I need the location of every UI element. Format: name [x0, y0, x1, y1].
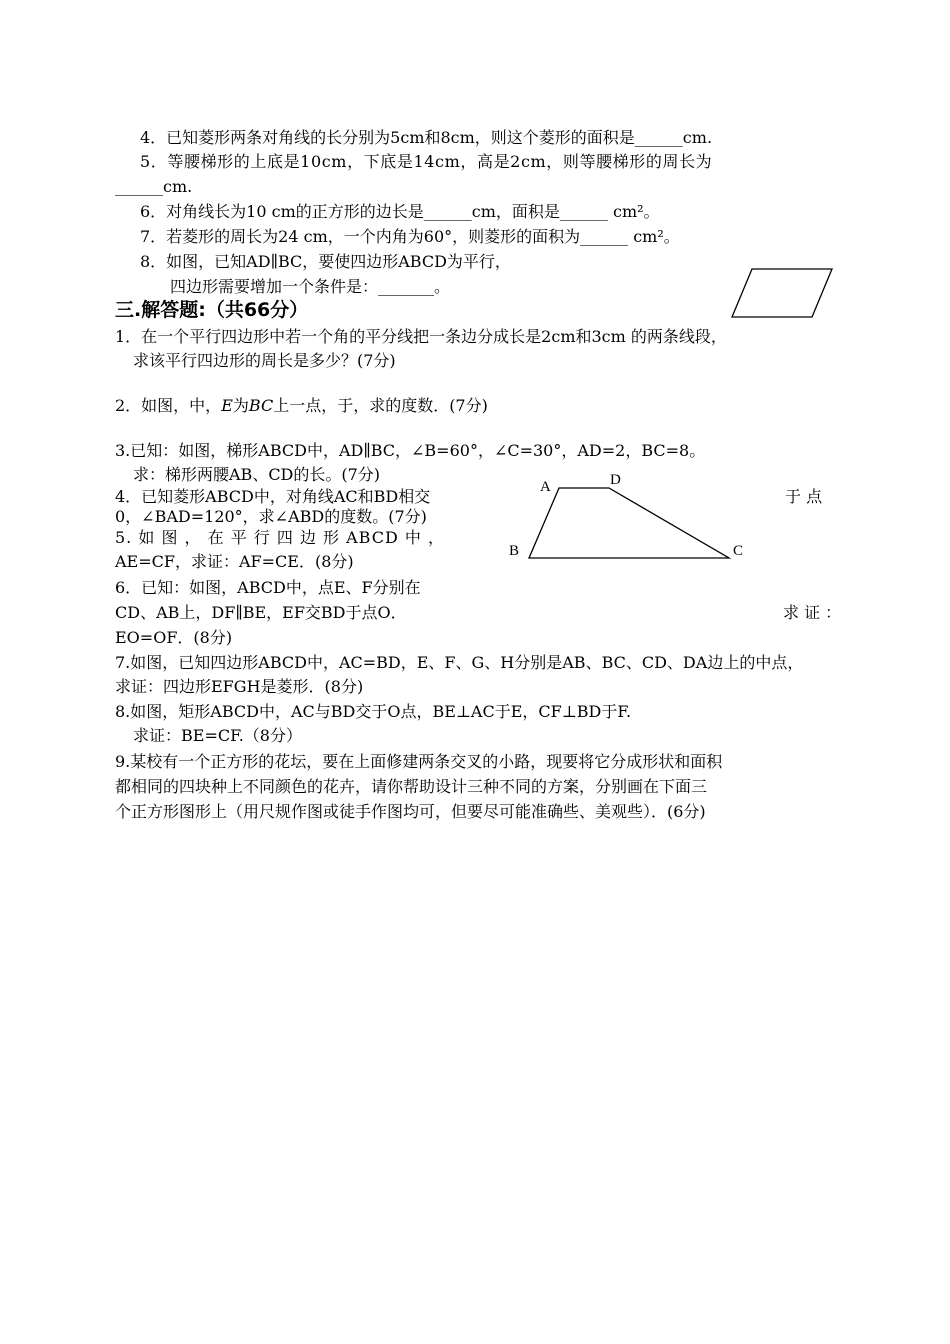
problem-1: 1．在一个平行四边形中若一个角的平分线把一条边分成长是2cm和3cm 的两条线段， [115, 327, 727, 346]
problem-6-right: 求 证 ： [783, 603, 842, 622]
problem-4: 4．已知菱形ABCD中，对角线AC和BD相交 [115, 487, 431, 506]
problem-6-continued: CD、AB上，DF∥BE，EF交BD于点O． [115, 603, 407, 622]
vertex-label-c: C [733, 543, 744, 559]
problem-2-text: 为 [232, 396, 249, 415]
problem-9: 9.某校有一个正方形的花坛，要在上面修建两条交叉的小路，现要将它分成形状和面积 [115, 752, 723, 771]
problem-8: 8.如图，矩形ABCD中，AC与BD交于O点，BE⊥AC于E，CF⊥BD于F. [115, 702, 632, 721]
problem-1-continued: 求该平行四边形的周长是多少？(7分) [133, 351, 396, 370]
problem-2-text: 2．如图，中， [115, 396, 222, 415]
problem-5: 5. 如 图 ， 在 平 行 四 边 形 ABCD 中 ， [115, 528, 445, 547]
problem-6-continued-2: EO=OF．(8分) [115, 628, 233, 647]
segment-bc-label: BC [248, 396, 274, 415]
problem-6: 6．已知：如图，ABCD中，点E、F分别在 [115, 578, 421, 597]
vertex-label-a: A [540, 479, 551, 495]
fill-question-6: 6．对角线长为10 cm的正方形的边长是______cm，面积是______ cm²。 [140, 202, 660, 221]
trapezoid-shape [529, 488, 729, 558]
fill-question-5-continued: ______cm. [115, 177, 193, 196]
problem-8-continued: 求证：BE=CF.（8分） [133, 726, 302, 745]
problem-2-text: 上一点，于，求的度数．(7分) [273, 396, 488, 415]
problem-4-continued: 0，∠BAD=120°，求∠ABD的度数。(7分) [115, 507, 427, 526]
problem-2 [115, 395, 488, 417]
problem-7: 7.如图，已知四边形ABCD中，AC=BD，E、F、G、H分别是AB、BC、CD、DA边上的中点， [115, 653, 804, 672]
problem-7-continued: 求证：四边形EFGH是菱形．(8分) [115, 677, 364, 696]
problem-9-continued: 都相同的四块种上不同颜色的花卉，请你帮助设计三种不同的方案，分别画在下面三 [115, 777, 708, 796]
fill-question-5: 5．等腰梯形的上底是10cm，下底是14cm，高是2cm，则等腰梯形的周长为 [140, 152, 713, 171]
problem-3-continued: 求：梯形两腰AB、CD的长。(7分) [133, 465, 381, 484]
parallelogram-figure [728, 265, 836, 321]
fill-question-8: 8．如图，已知AD∥BC，要使四边形ABCD为平行， [140, 252, 511, 271]
fill-question-4: 4．已知菱形两条对角线的长分别为5cm和8cm，则这个菱形的面积是______cm. [140, 128, 713, 147]
problem-3: 3.已知：如图，梯形ABCD中，AD∥BC，∠B=60°，∠C=30°，AD=2，BC=8。 [115, 441, 706, 460]
problem-5-continued: AE=CF，求证：AF=CE．(8分) [115, 552, 354, 571]
fill-question-8-continued: 四边形需要增加一个条件是：_______。 [170, 277, 451, 296]
section-3-heading: 三.解答题:（共66分） [115, 299, 309, 321]
fill-question-7: 7．若菱形的周长为24 cm，一个内角为60°，则菱形的面积为______ cm²。 [140, 227, 680, 246]
problem-4-right: 于 点 [785, 487, 823, 506]
trapezoid-figure [505, 466, 755, 566]
problem-9-continued-2: 个正方形图形上（用尺规作图或徒手作图均可，但要尽可能准确些、美观些）．(6分) [115, 802, 706, 821]
point-e-label: E [221, 396, 233, 415]
vertex-label-b: B [509, 543, 520, 559]
vertex-label-d: D [610, 472, 621, 488]
parallelogram-shape [732, 269, 832, 317]
